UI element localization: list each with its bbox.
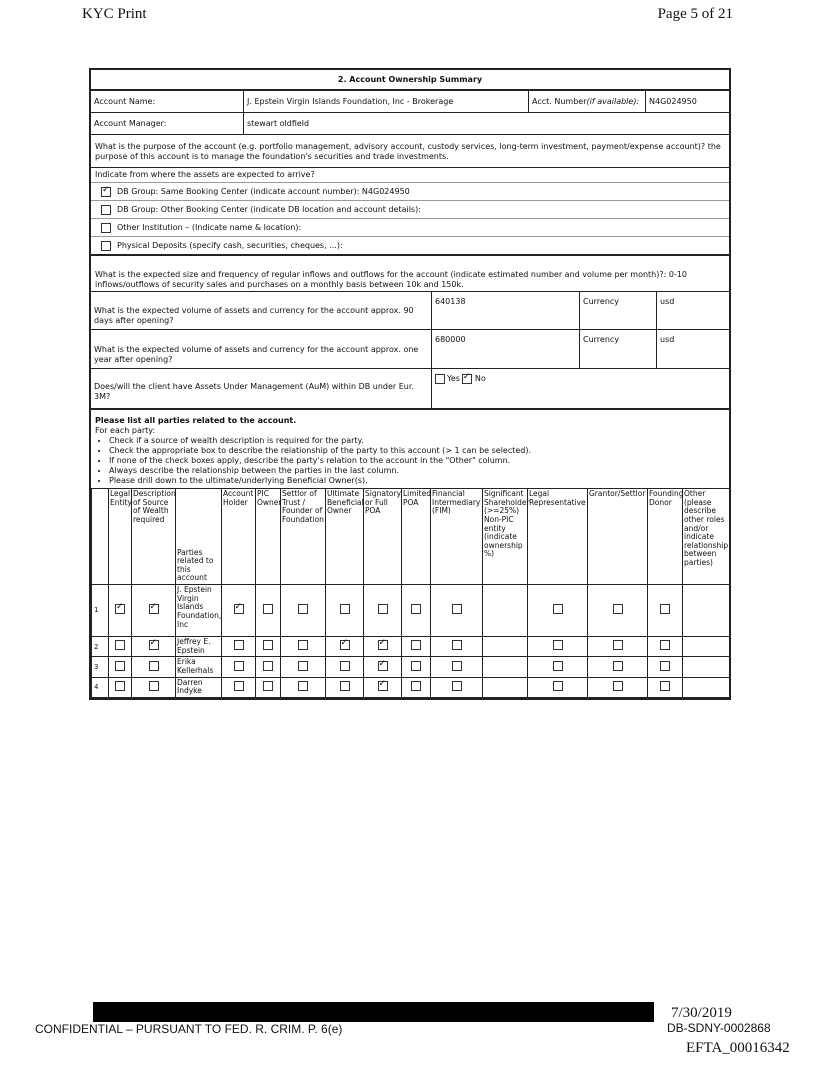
party-name: J. Epstein Virgin Islands Foundation, Inc [176, 585, 222, 637]
bates-number: DB-SDNY-0002868 [667, 1021, 771, 1035]
column-header: Description of Source of Wealth required [132, 489, 176, 585]
parties-section [91, 410, 729, 698]
efta-number: EFTA_00016342 [686, 1040, 790, 1056]
for-each-label: For each party: [95, 426, 156, 435]
currency-label-1y: Currency [579, 330, 656, 368]
column-header: Legal Entity [109, 489, 132, 585]
account-ownership-form [89, 68, 731, 700]
volume-1y-value: 680000 [431, 330, 579, 368]
empty-cell [483, 677, 528, 697]
role-checkbox[interactable] [411, 661, 421, 671]
role-cell [222, 657, 256, 677]
parties-table-header [92, 489, 730, 585]
parties-table-body [92, 585, 730, 698]
instruction-item: • Check if a source of wealth description is required for the party. [109, 436, 725, 446]
role-checkbox[interactable] [115, 661, 125, 671]
role-checkbox[interactable] [378, 661, 388, 671]
role-checkbox[interactable] [553, 640, 563, 650]
role-checkbox[interactable] [263, 661, 273, 671]
aum-no-checkbox[interactable] [462, 374, 472, 384]
role-checkbox[interactable] [660, 604, 670, 614]
role-checkbox[interactable] [553, 661, 563, 671]
row-number: 3 [92, 657, 109, 677]
column-header: Settlor of Trust / Founder of Foundation [281, 489, 326, 585]
role-checkbox[interactable] [553, 604, 563, 614]
role-checkbox[interactable] [452, 661, 462, 671]
print-header-title: KYC Print [82, 6, 147, 22]
section-title: 2. Account Ownership Summary [337, 74, 483, 84]
role-cell [109, 585, 132, 637]
column-header: Signatory or Full POA [364, 489, 402, 585]
role-checkbox[interactable] [115, 604, 125, 614]
role-cell [364, 677, 402, 697]
footer-date: 7/30/2019 [671, 1005, 732, 1021]
assets-arrive-section [91, 168, 729, 256]
role-cell [109, 637, 132, 657]
role-cell [222, 677, 256, 697]
role-checkbox[interactable] [340, 661, 350, 671]
role-checkbox[interactable] [613, 681, 623, 691]
asset-options [91, 183, 729, 254]
asset-option [91, 200, 729, 218]
currency-label-90: Currency [579, 292, 656, 329]
volume-1y-label: What is the expected volume of assets and currency for the account approx. one year after opening? [94, 345, 419, 364]
table-row [92, 677, 730, 697]
instruction-item: • Always describe the relationship between the parties in the last column. [109, 466, 725, 476]
volume-1y-row [91, 330, 729, 369]
empty-cell [683, 677, 730, 697]
role-checkbox[interactable] [298, 604, 308, 614]
role-checkbox[interactable] [378, 604, 388, 614]
role-cell [364, 637, 402, 657]
role-cell [256, 585, 281, 637]
purpose-text: What is the purpose of the account (e.g. portfolio management, advisory account, custody services, long-term investment, payment/expense account)? the purpose of this account is to manage the foundation's securities and trade investments. [95, 142, 721, 161]
account-name-value: J. Epstein Virgin Islands Foundation, Inc - Brokerage [243, 91, 528, 112]
role-cell [281, 677, 326, 697]
row-number: 4 [92, 677, 109, 697]
role-cell [431, 677, 483, 697]
role-checkbox[interactable] [660, 640, 670, 650]
role-cell [256, 657, 281, 677]
role-cell [528, 657, 588, 677]
role-checkbox[interactable] [452, 604, 462, 614]
flows-text: What is the expected size and frequency of regular inflows and outflows for the account (indicate estimated number and volume per month)?: 0-10 inflows/outflows of security sales and purchases on a monthly basis between 10k and 150k. [95, 270, 688, 289]
role-checkbox[interactable] [263, 681, 273, 691]
table-row [92, 657, 730, 677]
role-cell [588, 657, 648, 677]
purpose-row [91, 135, 729, 168]
role-checkbox[interactable] [149, 604, 159, 614]
role-checkbox[interactable] [613, 604, 623, 614]
column-header: Limited POA [402, 489, 431, 585]
role-checkbox[interactable] [378, 640, 388, 650]
empty-cell [683, 637, 730, 657]
role-cell [431, 637, 483, 657]
role-checkbox[interactable] [452, 681, 462, 691]
role-cell [648, 677, 683, 697]
role-checkbox[interactable] [298, 640, 308, 650]
role-cell [648, 585, 683, 637]
role-cell [256, 637, 281, 657]
empty-cell [483, 657, 528, 677]
role-cell [222, 585, 256, 637]
row-number: 1 [92, 585, 109, 637]
role-cell [528, 585, 588, 637]
column-header: Founding Donor [648, 489, 683, 585]
role-checkbox[interactable] [553, 681, 563, 691]
role-checkbox[interactable] [234, 681, 244, 691]
asset-option-checkbox[interactable] [101, 187, 111, 197]
empty-cell [683, 657, 730, 677]
role-cell [132, 677, 176, 697]
role-cell [431, 585, 483, 637]
table-row [92, 637, 730, 657]
account-manager-value: stewart oldfield [243, 113, 729, 134]
assets-arrive-label: Indicate from where the assets are expected to arrive? [91, 168, 729, 183]
role-cell [326, 637, 364, 657]
asset-option-label: Physical Deposits (specify cash, securities, cheques, ...): [117, 240, 343, 250]
role-checkbox[interactable] [149, 640, 159, 650]
role-cell [528, 637, 588, 657]
account-name-row [91, 91, 729, 113]
section-title-row [91, 70, 729, 91]
role-checkbox[interactable] [298, 681, 308, 691]
column-header: Parties related to this account [176, 489, 222, 585]
account-manager-label: Account Manager: [94, 118, 167, 128]
role-checkbox[interactable] [340, 640, 350, 650]
instruction-item: • If none of the check boxes apply, describe the party's relation to the account in the "Other" column. [109, 456, 725, 466]
row-number: 2 [92, 637, 109, 657]
page-number: Page 5 of 21 [657, 6, 733, 22]
role-cell [588, 677, 648, 697]
instruction-item: • Please drill down to the ultimate/underlying Beneficial Owner(s). [109, 476, 725, 486]
role-checkbox[interactable] [234, 661, 244, 671]
column-header: Legal Representative [528, 489, 588, 585]
role-cell [132, 657, 176, 677]
column-header: Other (please describe other roles and/or indicate relationship between parties) [683, 489, 730, 585]
role-checkbox[interactable] [613, 640, 623, 650]
column-header: Ultimate Beneficial Owner [326, 489, 364, 585]
role-checkbox[interactable] [378, 681, 388, 691]
role-cell [364, 585, 402, 637]
role-cell [326, 677, 364, 697]
role-checkbox[interactable] [613, 661, 623, 671]
role-checkbox[interactable] [660, 681, 670, 691]
column-header: Account Holder [222, 489, 256, 585]
asset-option-checkbox[interactable] [101, 223, 111, 233]
account-name-label: Account Name: [94, 96, 156, 106]
confidential-notice: CONFIDENTIAL – PURSUANT TO FED. R. CRIM. P. 6(e) [35, 1022, 343, 1036]
role-cell [132, 637, 176, 657]
role-cell [588, 585, 648, 637]
party-name: Erika Kellerhals [176, 657, 222, 677]
role-checkbox[interactable] [115, 681, 125, 691]
volume-90-row [91, 292, 729, 330]
role-cell [109, 677, 132, 697]
role-cell [326, 585, 364, 637]
role-cell [326, 657, 364, 677]
asset-option [91, 183, 729, 200]
redaction-bar [93, 1002, 654, 1022]
asset-option-label: Other Institution – (Indicate name & location): [117, 222, 302, 232]
role-checkbox[interactable] [298, 661, 308, 671]
role-cell [588, 637, 648, 657]
role-cell [281, 657, 326, 677]
parties-heading: Please list all parties related to the account. [95, 416, 297, 425]
role-cell [648, 637, 683, 657]
currency-value-1y: usd [656, 330, 729, 368]
role-cell [528, 677, 588, 697]
empty-cell [483, 585, 528, 637]
aum-answer: Yes ✓ No [431, 369, 729, 408]
column-header: Significant Shareholder (>=25%) Non-PIC entity (indicate ownership %) [483, 489, 528, 585]
role-checkbox[interactable] [411, 681, 421, 691]
table-row [92, 585, 730, 637]
role-checkbox[interactable] [263, 604, 273, 614]
role-checkbox[interactable] [660, 661, 670, 671]
account-manager-row [91, 113, 729, 135]
role-cell [281, 637, 326, 657]
asset-option-label: DB Group: Same Booking Center (indicate account number): N4G024950 [117, 186, 410, 196]
asset-option [91, 236, 729, 254]
role-cell [281, 585, 326, 637]
role-checkbox[interactable] [411, 640, 421, 650]
role-checkbox[interactable] [263, 640, 273, 650]
role-checkbox[interactable] [452, 640, 462, 650]
asset-option-label: DB Group: Other Booking Center (indicate DB location and account details): [117, 204, 421, 214]
role-checkbox[interactable] [411, 604, 421, 614]
column-header: PIC Owner [256, 489, 281, 585]
empty-cell [683, 585, 730, 637]
aum-question: Does/will the client have Assets Under Management (AuM) within DB under Eur. 3M? [94, 382, 414, 401]
role-cell [648, 657, 683, 677]
acct-number-label: Acct. Number (if available): [528, 91, 645, 112]
asset-option-checkbox[interactable] [101, 205, 111, 215]
instruction-list [95, 436, 725, 486]
role-checkbox[interactable] [115, 640, 125, 650]
role-cell [364, 657, 402, 677]
role-checkbox[interactable] [340, 604, 350, 614]
role-cell [402, 637, 431, 657]
role-cell [431, 657, 483, 677]
role-cell [256, 677, 281, 697]
flows-row [91, 256, 729, 292]
column-header: Financial Intermediary (FIM) [431, 489, 483, 585]
empty-cell [483, 637, 528, 657]
role-checkbox[interactable] [234, 640, 244, 650]
role-checkbox[interactable] [340, 681, 350, 691]
role-checkbox[interactable] [234, 604, 244, 614]
parties-instructions [91, 410, 729, 488]
role-checkbox[interactable] [149, 661, 159, 671]
role-cell [132, 585, 176, 637]
acct-number-value: N4G024950 [645, 91, 729, 112]
instruction-item: • Check the appropriate box to describe the relationship of the party to this account (> 1 can be selected). [109, 446, 725, 456]
currency-value-90: usd [656, 292, 729, 329]
asset-option [91, 218, 729, 236]
parties-table [91, 488, 730, 698]
aum-row [91, 369, 729, 410]
volume-90-value: 640138 [431, 292, 579, 329]
role-cell [222, 637, 256, 657]
aum-yes-checkbox[interactable] [435, 374, 445, 384]
column-header: Grantor/Settlor [588, 489, 648, 585]
volume-90-label: What is the expected volume of assets and currency for the account approx. 90 days after opening? [94, 306, 414, 325]
column-header [92, 489, 109, 585]
asset-option-checkbox[interactable] [101, 241, 111, 251]
role-cell [402, 657, 431, 677]
party-name: Jeffrey E. Epstein [176, 637, 222, 657]
role-cell [402, 585, 431, 637]
role-cell [402, 677, 431, 697]
role-cell [109, 657, 132, 677]
party-name: Darren Indyke [176, 677, 222, 697]
role-checkbox[interactable] [149, 681, 159, 691]
